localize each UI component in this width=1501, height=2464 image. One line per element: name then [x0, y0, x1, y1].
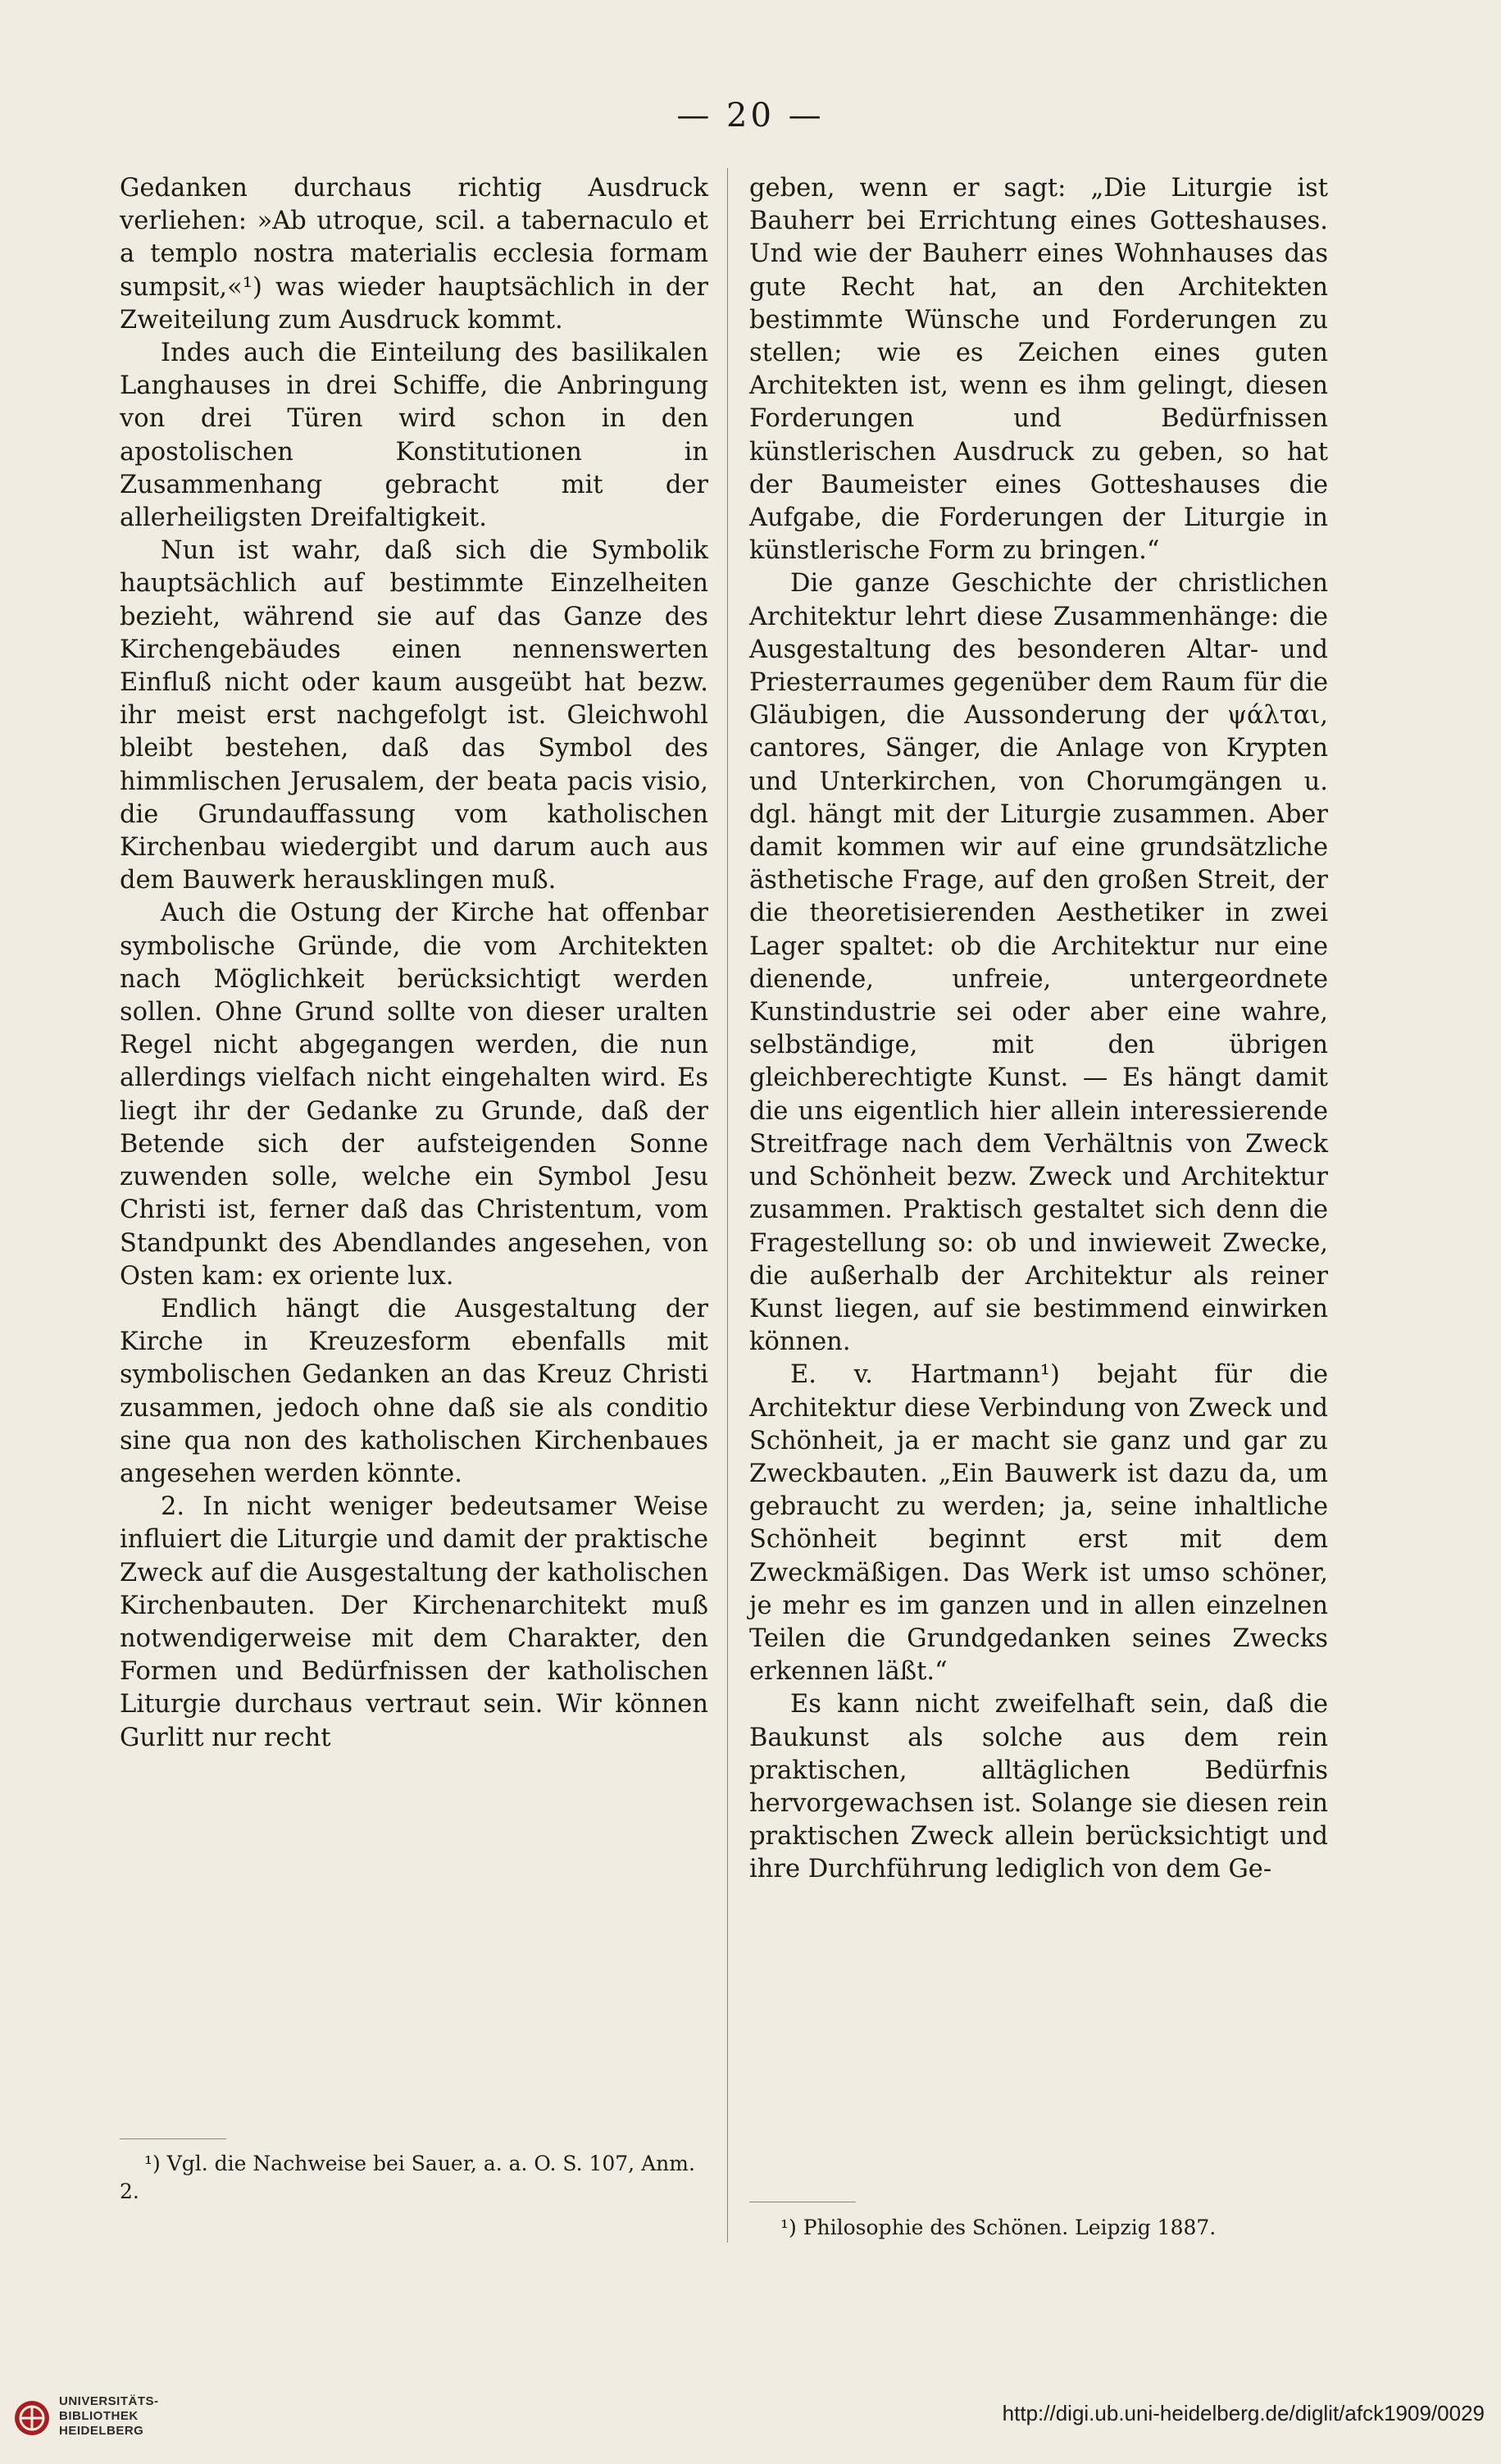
paragraph: E. v. Hartmann¹) bejaht für die Architektur diese Verbindung von Zweck und Schönheit, ja er macht sie ganz und gar zu Zweckbauten. „Ein Bauwerk ist dazu da, um gebraucht zu werden; ja, seine inhaltliche Schönheit beginnt erst mit dem Zweckmäßigen. Das Werk ist umso schöner, je mehr es im ganzen und in allen einzelnen Teilen die Grundgedanken seines Zwecks erkennen läßt.“ — [749, 1360, 1328, 1687]
column-divider — [727, 168, 728, 2243]
paragraph: 2. In nicht weniger bedeutsamer Weise influiert die Liturgie und damit der praktische Zweck auf die Ausgestaltung der katholischen Kirchenbauten. Der Kirchenarchitekt muß notwendigerweise mit dem Charakter, den Formen und Bedürfnissen der katholischen Liturgie durchaus vertraut sein. Wir können Gurlitt nur recht — [120, 1492, 708, 1752]
right-column — [749, 172, 1328, 1887]
paragraph: Nun ist wahr, daß sich die Symbolik hauptsächlich auf bestimmte Einzelheiten bezieht, während sie auf das Ganze des Kirchengebäudes einen nennenswerten Einfluß nicht oder kaum ausgeübt hat bezw. ihr meist erst nachgefolgt ist. Gleichwohl bleibt bestehen, daß das Symbol des himmlischen Jerusalem, der beata pacis visio, die Grundauffassung vom katholischen Kirchenbau wiedergibt und darum auch aus dem Bauwerk herausklingen muß. — [120, 536, 708, 895]
footnote-right: ¹) Philosophie des Schönen. Leipzig 1887. — [780, 2216, 1217, 2239]
footnote-left — [120, 2150, 708, 2206]
library-logo[interactable] — [13, 2394, 185, 2447]
library-name-line: UNIVERSITÄTS- — [59, 2394, 159, 2408]
library-name — [59, 2394, 159, 2439]
paragraph: geben, wenn er sagt: „Die Liturgie ist Bauherr bei Errichtung eines Gotteshauses. Und wie der Bauherr eines Wohnhauses das gute Recht hat, an den Architekten bestimmte Wünsche und Forderungen zu stellen; wie es Zeichen eines guten Architekten ist, wenn es ihm gelingt, diesen Forderungen und Bedürfnissen künstlerischen Ausdruck zu geben, so hat der Baumeister eines Gotteshauses die Aufgabe, die Forderungen der Liturgie in künstlerische Form zu bringen.“ — [749, 174, 1328, 566]
paragraph: Es kann nicht zweifelhaft sein, daß die Baukunst als solche aus dem rein praktischen, alltäglichen Bedürfnis hervorgewachsen ist. Solange sie diesen rein praktischen Zweck allein berücksichtigt und ihre Durchführung lediglich von dem Ge- — [749, 1690, 1328, 1884]
source-url-link[interactable]: http://digi.ub.uni-heidelberg.de/diglit/afck1909/0029 — [1002, 2401, 1485, 2425]
library-name-line: BIBLIOTHEK — [59, 2409, 139, 2423]
page-number: — 20 — — [676, 97, 825, 134]
paragraph: Auch die Ostung der Kirche hat offenbar symbolische Gründe, die vom Architekten nach Möglichkeit berücksichtigt werden sollen. Ohne Grund sollte von dieser uralten Regel nicht abgegangen werden, die nun allerdings vielfach nicht eingehalten wird. Es liegt ihr der Gedanke zu Grunde, daß der Betende sich der aufsteigenden Sonne zuwenden solle, welche ein Symbol Jesu Christi ist, ferner daß das Christentum, vom Standpunkt des Abendlandes angesehen, von Osten kam: ex oriente lux. — [120, 899, 708, 1291]
library-seal-icon — [13, 2399, 51, 2437]
footnote-text: ¹) Vgl. die Nachweise bei Sauer, a. a. O. S. 107, Anm. 2. — [120, 2152, 695, 2203]
paragraph: Die ganze Geschichte der christlichen Architektur lehrt diese Zusammenhänge: die Ausgestaltung des besonderen Altar- und Priesterraumes gegenüber dem Raum für die Gläubigen, die Aussonderung der ψάλται, cantores, Sänger, die Anlage von Krypten und Unterkirchen, von Chorumgängen u. dgl. hängt mit der Liturgie zusammen. Aber damit kommen wir auf eine grundsätzliche ästhetische Frage, auf den großen Streit, der die theoretisierenden Aesthetiker in zwei Lager spaltet: ob die Architektur nur eine dienende, unfreie, untergeordnete Kunstindustrie sei oder aber eine wahre, selbständige, mit den übrigen gleichberechtigte Kunst. — Es hängt damit die uns eigentlich hier allein interessierende Streitfrage nach dem Verhältnis von Zweck und Schönheit bezw. Zweck und Architektur zusammen. Praktisch gestaltet sich denn die Fragestellung so: ob und inwieweit Zwecke, die außerhalb der Architektur als reiner Kunst liegen, auf sie bestimmend einwirken können. — [749, 569, 1328, 1357]
library-name-line: HEIDELBERG — [59, 2424, 144, 2438]
paragraph: Gedanken durchaus richtig Ausdruck verliehen: »Ab utroque, scil. a tabernaculo et a templo nostra materialis ecclesia formam sumpsit,«¹) was wieder hauptsächlich in der Zweiteilung zum Ausdruck kommt. — [120, 174, 708, 335]
paragraph: Indes auch die Einteilung des basilikalen Langhauses in drei Schiffe, die Anbringung von drei Türen wird schon in den apostolischen Konstitutionen in Zusammenhang gebracht mit der allerheiligsten Dreifaltigkeit. — [120, 339, 708, 533]
paragraph: Endlich hängt die Ausgestaltung der Kirche in Kreuzesform ebenfalls mit symbolischen Gedanken an das Kreuz Christi zusammen, jedoch ohne daß sie als conditio sine qua non des katholischen Kirchenbaues angesehen werden könnte. — [120, 1294, 708, 1488]
footnote-rule-left — [120, 2138, 226, 2139]
left-column — [120, 172, 708, 1755]
